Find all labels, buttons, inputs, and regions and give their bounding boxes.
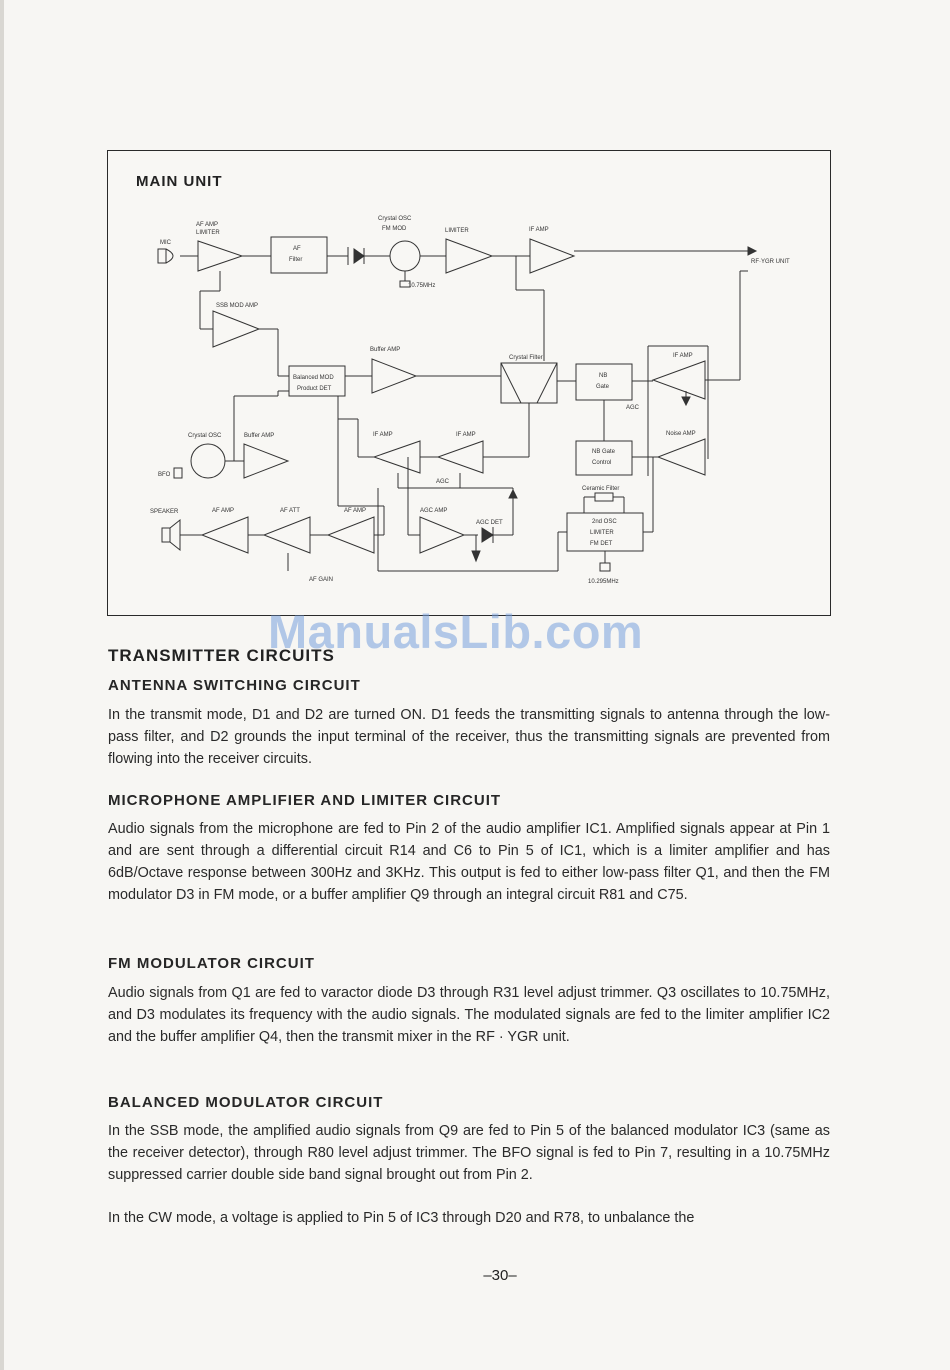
noise-amp-label: Noise AMP [666,431,696,437]
crystal-freq-top: 10.75MHz [408,283,436,289]
af-att-block [264,517,310,553]
nb-gate-control-block [576,441,632,475]
agc-label-1: AGC [626,405,640,411]
af-amp-limiter-label-1: AF AMP [196,222,219,228]
ssb-mod-amp-block [213,311,259,347]
crystal-osc-fm-mod [390,241,420,271]
if-amp-right-label: IF AMP [673,353,693,359]
balanced-heading: BALANCED MODULATOR CIRCUIT [108,1094,384,1111]
nb-gate-label-1: NB [599,373,608,379]
rf-ygr-unit-label: RF·YGR UNIT [751,259,790,265]
cw-paragraph: In the CW mode, a voltage is applied to Pin 5 of IC3 through D20 and R78, to unbalance the [108,1210,695,1226]
if-amp-mid-2-block [438,441,483,473]
af-att-label: AF ATT [280,508,300,514]
if-amp-right-block [653,361,705,399]
af-amp-limiter-label-2: LIMITER [196,230,220,236]
if-amp-mid-1-label: IF AMP [373,432,393,438]
second-osc-label-3: FM DET [590,541,613,547]
limiter-label: LIMITER [445,228,469,234]
block-diagram-svg [108,151,830,615]
nb-gate-control-label-1: NB Gate [592,449,616,455]
af-amp-limiter-block [198,241,242,271]
limiter-block [446,239,492,273]
crystal-osc-bfo-label: Crystal OSC [188,433,222,439]
mic-label: MIC [160,240,171,246]
af-filter-label-2: Filter [289,257,303,263]
af-amp-1-label: AF AMP [212,508,235,514]
buffer-amp-1-label: Buffer AMP [370,347,401,353]
fm-mod-paragraph: Audio signals from Q1 are fed to varactor diode D3 through R31 level adjust trimmer. Q3 oscillates to 10.75MHz, and D3 modulates its frequency with the audio signals. The modulated signals are fed to the limiter amplifier IC2 and the buffer amplifier Q4, then the transmit mixer in the RF · YGR unit. [108,985,830,1045]
crystal-filter-block [501,363,557,403]
af-amp-1-block [202,517,248,553]
crystal-osc-fm-label-1: Crystal OSC [378,216,412,222]
noise-amp-block [658,439,705,475]
diagram-title: MAIN UNIT [136,173,223,190]
bfo-crystal-symbol [174,468,182,478]
block-diagram [107,150,831,616]
antenna-heading: ANTENNA SWITCHING CIRCUIT [108,677,361,694]
crystal-filter-label: Crystal Filter [509,355,543,361]
second-osc-label-2: LIMITER [590,530,614,536]
if-amp-top-label: IF AMP [529,227,549,233]
af-filter-label-1: AF [293,246,301,252]
page-number: –30– [483,1267,517,1284]
speaker-label: SPEAKER [150,509,179,515]
second-osc-label-1: 2nd OSC [592,519,617,525]
if-amp-mid-1-block [374,441,420,473]
if-amp-mid-2-label: IF AMP [456,432,476,438]
crystal-osc-fm-label-2: FM MOD [382,226,407,232]
crystal-freq-bottom: 10.295MHz [588,579,619,585]
balanced-mod-label-1: Balanced MOD [293,375,334,381]
nb-gate-control-label-2: Control [592,460,612,466]
buffer-amp-2-label: Buffer AMP [244,433,275,439]
mic-symbol [158,249,173,263]
balanced-paragraph: In the SSB mode, the amplified audio signals from Q9 are fed to Pin 5 of the balanced modulator IC3 (same as the receiver detector), through R80 level adjust trimmer. The BFO signal is fed to Pin 7, resulting in a 10.75MHz suppressed carrier double side band signal brought out from Pin 2. [108,1123,830,1183]
agc-det-diode [482,527,493,543]
nb-gate-label-2: Gate [596,384,610,390]
af-filter-block [271,237,327,273]
agc-amp-label: AGC AMP [420,508,448,514]
transmitter-heading: TRANSMITTER CIRCUITS [108,646,335,665]
ceramic-filter-label: Ceramic Filter [582,486,620,492]
nb-gate-block [576,364,632,400]
microphone-paragraph: Audio signals from the microphone are fed to Pin 2 of the audio amplifier IC1. Amplified signals appear at Pin 1 and are sent through a differential circuit R14 and C6 to Pin 5 of IC1, which is a limiter amplifier and has 6dB/Octave response between 300Hz and 3KHz. This output is fed to either low-pass filter Q1, and then the FM modulator D3 in FM mode, or a buffer amplifier Q9 through an integral circuit R81 and C75. [108,821,830,903]
varactor-diode [348,247,364,265]
fm-mod-heading: FM MODULATOR CIRCUIT [108,955,315,972]
af-amp-2-label: AF AMP [344,508,367,514]
af-amp-2-block [328,517,374,553]
ceramic-filter-symbol [595,493,613,501]
agc-amp-block [420,517,464,553]
antenna-paragraph: In the transmit mode, D1 and D2 are turned ON. D1 feeds the transmitting signals to antenna through the low-pass filter, and D2 grounds the input terminal of the receiver, thus the transmitting signals are prevented from flowing into the receiver circuits. [108,707,830,767]
crystal-osc-bfo [191,444,225,478]
buffer-amp-2-block [244,444,288,478]
bfo-label: BFO [158,472,171,478]
buffer-amp-1-block [372,359,416,393]
agc-det-label: AGC DET [476,520,503,526]
balanced-mod-label-2: Product DET [297,386,332,392]
microphone-heading: MICROPHONE AMPLIFIER AND LIMITER CIRCUIT [108,792,502,809]
page-binding-edge [0,0,4,1370]
ssb-mod-amp-label: SSB MOD AMP [216,303,259,309]
watermark: ManualsLib.com [268,605,644,658]
speaker-symbol [162,520,180,550]
if-amp-top-block [530,239,574,273]
af-gain-label: AF GAIN [309,577,334,583]
agc-label-2: AGC [436,479,450,485]
crystal-10-295-symbol [600,563,610,571]
